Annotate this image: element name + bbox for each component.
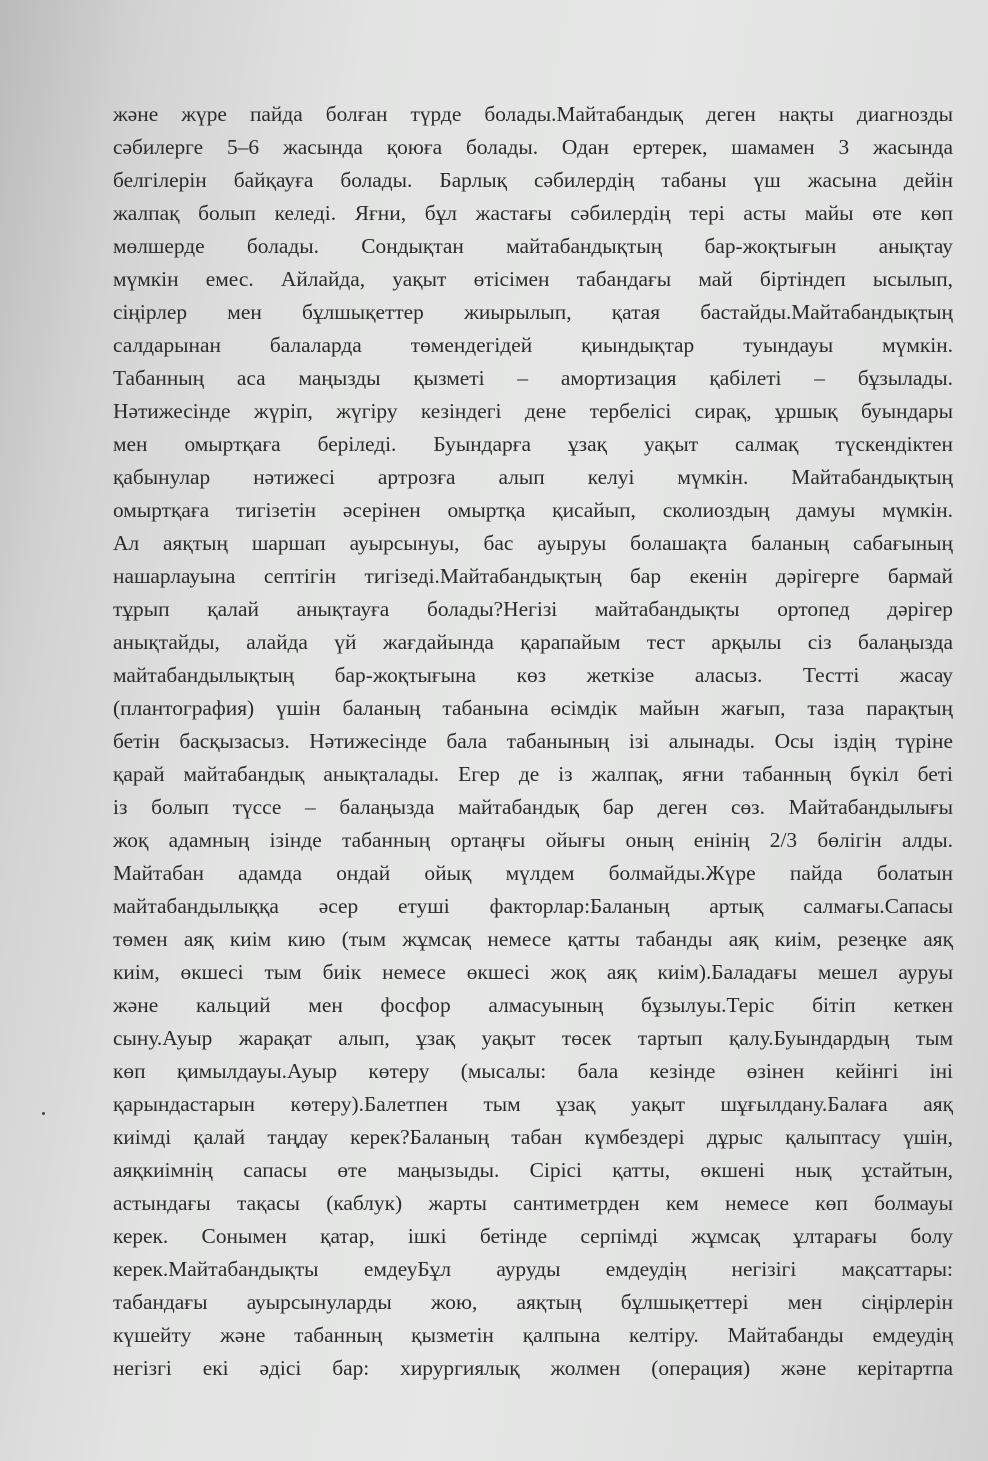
text-line: табандағы ауырсынуларды жою, аяқтың бұлшықеттері мен сіңірлерін <box>113 1290 953 1314</box>
text-line: мен омыртқаға беріледі. Буындарға ұзақ уақыт салмақ түскендіктен <box>113 432 953 456</box>
text-line: нашарлауына септігін тигізеді.Майтабандықтың бар екенін дәрігерге бармай <box>113 564 953 588</box>
text-line: күшейту және табанның қызметін қалпына келтіру. Майтабанды емдеудің <box>113 1323 953 1347</box>
text-line: майтабандылықтың бар-жоқтығына көз жеткізе аласыз. Тестті жасау <box>113 663 953 687</box>
text-line: Майтабан адамда ондай ойық мүлдем болмайды.Жүре пайда болатын <box>113 861 953 885</box>
text-line: мөлшерде болады. Сондықтан майтабандықтың бар-жоқтығын анықтау <box>113 234 953 258</box>
text-line: Табанның аса маңызды қызметі – амортизация қабілеті – бұзылады. <box>113 366 953 390</box>
text-line: киім, өкшесі тым биік немесе өкшесі жоқ аяқ киім).Баладағы мешел ауруы <box>113 960 953 984</box>
text-line: мүмкін емес. Айлайда, уақыт өтісімен табандағы май біртіндеп ысылып, <box>113 267 953 291</box>
text-line: аяқкиімнің сапасы өте маңызыды. Сірісі қатты, өкшені нық ұстайтын, <box>113 1158 953 1182</box>
text-line: із болып түссе – балаңызда майтабандық бар деген сөз. Майтабандылығы <box>113 795 953 819</box>
text-line: майтабандылыққа әсер етуші факторлар:Баланың артық салмағы.Сапасы <box>113 894 953 918</box>
text-line: (плантография) үшін баланың табанына өсімдік майын жағып, таза парақтың <box>113 696 953 720</box>
document-body <box>113 98 953 1385</box>
text-line: Нәтижесінде жүріп, жүгіру кезіндегі дене тербелісі сирақ, ұршық буындары <box>113 399 953 423</box>
text-line: жалпақ болып келеді. Яғни, бұл жастағы сәбилердің тері асты майы өте көп <box>113 201 953 225</box>
text-line: қарай майтабандық анықталады. Егер де із жалпақ, яғни табанның бүкіл беті <box>113 762 953 786</box>
text-line: сіңірлер мен бұлшықеттер жиырылып, қатая бастайды.Майтабандықтың <box>113 300 953 324</box>
text-line: қабынулар нәтижесі артрозға алып келуі мүмкін. Майтабандықтың <box>113 465 953 489</box>
text-line: салдарынан балаларда төмендегідей қиындықтар туындауы мүмкін. <box>113 333 953 357</box>
text-line: және жүре пайда болған түрде болады.Майтабандық деген нақты диагнозды <box>113 102 953 126</box>
text-line: Ал аяқтың шаршап ауырсынуы, бас ауыруы болашақта баланың сабағының <box>113 531 953 555</box>
text-line: көп қимылдауы.Ауыр көтеру (мысалы: бала кезінде өзінен кейінгі іні <box>113 1059 953 1083</box>
paper-speck <box>42 1112 45 1115</box>
text-line: сыну.Ауыр жарақат алып, ұзақ уақыт төсек тартып қалу.Буындардың тым <box>113 1026 953 1050</box>
text-line: және кальций мен фосфор алмасуының бұзылуы.Теріс бітіп кеткен <box>113 993 953 1017</box>
text-line: тұрып қалай анықтауға болады?Негізі майтабандықты ортопед дәрігер <box>113 597 953 621</box>
text-line: бетін басқызасыз. Нәтижесінде бала табанының ізі алынады. Осы іздің түріне <box>113 729 953 753</box>
text-line: керек.Майтабандықты емдеуБұл ауруды емдеудің негізігі мақсаттары: <box>113 1257 953 1281</box>
text-line: белгілерін байқауға болады. Барлық сәбилердің табаны үш жасына дейін <box>113 168 953 192</box>
text-line: негізгі екі әдісі бар: хирургиялық жолмен (операция) және керітартпа <box>113 1356 953 1380</box>
text-line: жоқ адамның ізінде табанның ортаңғы ойығы оның енінің 2/3 бөлігін алды. <box>113 828 953 852</box>
text-line: сәбилерге 5–6 жасында қоюға болады. Одан ертерек, шамамен 3 жасында <box>113 135 953 159</box>
text-line: төмен аяқ киім кию (тым жұмсақ немесе қатты табанды аяқ киім, резеңке аяқ <box>113 927 953 951</box>
text-line: анықтайды, алайда үй жағдайында қарапайым тест арқылы сіз балаңызда <box>113 630 953 654</box>
text-line: астындағы тақасы (каблук) жарты сантиметрден кем немесе көп болмауы <box>113 1191 953 1215</box>
text-line: қарындастарын көтеру).Балетпен тым ұзақ уақыт шұғылдану.Балаға аяқ <box>113 1092 953 1116</box>
text-line: омыртқаға тигізетін әсерінен омыртқа қисайып, сколиоздың дамуы мүмкін. <box>113 498 953 522</box>
text-line: киімді қалай таңдау керек?Баланың табан күмбездері дұрыс қалыптасу үшін, <box>113 1125 953 1149</box>
text-line: керек. Сонымен қатар, ішкі бетінде серпімді жұмсақ ұлтарағы болу <box>113 1224 953 1248</box>
